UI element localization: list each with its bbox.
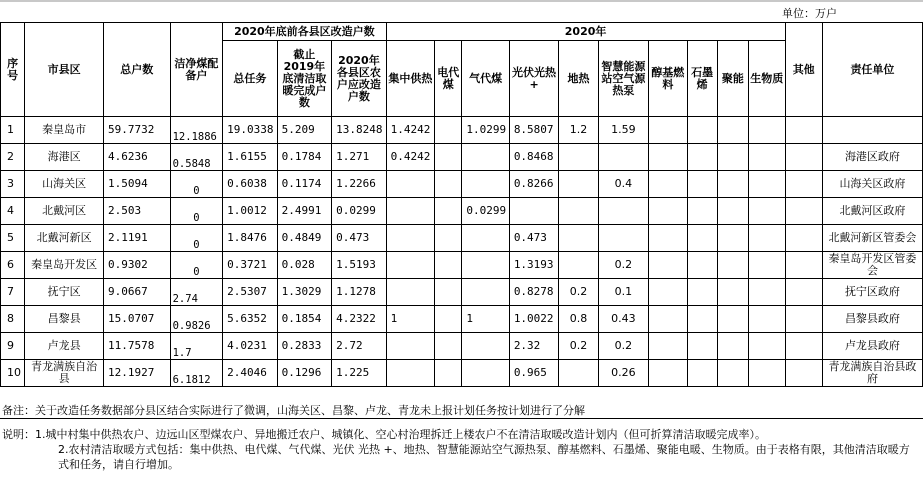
header-responsible: 责任单位 [822, 23, 922, 117]
cell-alcohol [649, 117, 687, 144]
cell-smart-air: 0.26 [598, 360, 648, 387]
cell-polymer [717, 252, 748, 279]
cell-region: 卢龙县 [25, 333, 104, 360]
cell-gas [462, 225, 509, 252]
cell-pv: 0.473 [509, 225, 558, 252]
cell-region: 抚宁区 [25, 279, 104, 306]
cell-central-heat [386, 198, 434, 225]
header-total-households: 总户数 [103, 23, 170, 117]
cell-seq: 1 [1, 117, 25, 144]
cell-graphene [687, 117, 717, 144]
cell-total-households: 2.503 [103, 198, 170, 225]
cell-seq: 9 [1, 333, 25, 360]
cell-completed-2019: 0.1784 [277, 144, 332, 171]
cell-geothermal [559, 171, 598, 198]
cell-pv: 1.3193 [509, 252, 558, 279]
cell-graphene [687, 333, 717, 360]
cell-pv [509, 198, 558, 225]
unit-label: 单位：万户 [782, 7, 837, 20]
cell-biomass [749, 333, 785, 360]
cell-region: 青龙满族自治县 [25, 360, 104, 387]
cell-central-heat [386, 279, 434, 306]
cell-clean-coal: 0.5848 [170, 144, 223, 171]
cell-electric [435, 333, 462, 360]
cell-gas: 0.0299 [462, 198, 509, 225]
cell-responsible: 卢龙县政府 [822, 333, 922, 360]
cell-smart-air [598, 198, 648, 225]
cell-central-heat: 1.4242 [386, 117, 434, 144]
cell-total-households: 9.0667 [103, 279, 170, 306]
cell-completed-2019: 0.1174 [277, 171, 332, 198]
cell-should-2020: 1.5193 [332, 252, 387, 279]
remark-note: 备注：关于改造任务数据部分县区结合实际进行了微调，山海关区、昌黎、卢龙、青龙未上报计划任务按计划进行了分解 [2, 404, 585, 417]
cell-seq: 5 [1, 225, 25, 252]
header-biomass: 生物质 [749, 41, 785, 117]
cell-electric [435, 171, 462, 198]
cell-biomass [749, 225, 785, 252]
header-seq: 序号 [1, 23, 25, 117]
cell-graphene [687, 144, 717, 171]
cell-geothermal: 0.2 [559, 333, 598, 360]
table-row [1, 171, 923, 198]
cell-gas [462, 171, 509, 198]
cell-total-households: 11.7578 [103, 333, 170, 360]
cell-clean-coal: 0 [170, 225, 223, 252]
cell-electric [435, 360, 462, 387]
cell-central-heat: 1 [386, 306, 434, 333]
cell-completed-2019: 0.028 [277, 252, 332, 279]
header-geothermal: 地热 [559, 41, 598, 117]
cell-seq: 4 [1, 198, 25, 225]
cell-other [785, 360, 822, 387]
header-region: 市县区 [25, 23, 104, 117]
header-smart-air: 智慧能源站空气源热泵 [598, 41, 648, 117]
cell-pv: 1.0022 [509, 306, 558, 333]
cell-central-heat [386, 225, 434, 252]
cell-region: 北戴河新区 [25, 225, 104, 252]
cell-electric [435, 279, 462, 306]
cell-completed-2019: 0.1854 [277, 306, 332, 333]
cell-polymer [717, 360, 748, 387]
header-should-2020: 2020年各县区农户应改造户数 [332, 41, 387, 117]
cell-region: 秦皇岛开发区 [25, 252, 104, 279]
cell-geothermal: 0.8 [559, 306, 598, 333]
cell-clean-coal: 12.1886 [170, 117, 223, 144]
cell-biomass [749, 252, 785, 279]
cell-clean-coal: 1.7 [170, 333, 223, 360]
cell-alcohol [649, 252, 687, 279]
cell-geothermal [559, 252, 598, 279]
table-row [1, 333, 923, 360]
cell-biomass [749, 360, 785, 387]
cell-pv: 0.8468 [509, 144, 558, 171]
cell-region: 秦皇岛市 [25, 117, 104, 144]
cell-total-task: 4.0231 [223, 333, 278, 360]
cell-geothermal: 0.2 [559, 279, 598, 306]
table-row [1, 279, 923, 306]
header-graphene: 石墨烯 [687, 41, 717, 117]
table-row [1, 306, 923, 333]
cell-clean-coal: 0.9826 [170, 306, 223, 333]
cell-central-heat: 0.4242 [386, 144, 434, 171]
cell-other [785, 279, 822, 306]
cell-pv: 0.8266 [509, 171, 558, 198]
cell-other [785, 198, 822, 225]
cell-polymer [717, 225, 748, 252]
explanation-block [2, 427, 920, 472]
cell-geothermal: 1.2 [559, 117, 598, 144]
cell-pv: 0.965 [509, 360, 558, 387]
cell-graphene [687, 171, 717, 198]
cell-seq: 2 [1, 144, 25, 171]
cell-total-task: 2.4046 [223, 360, 278, 387]
cell-clean-coal: 0 [170, 252, 223, 279]
cell-electric [435, 144, 462, 171]
cell-alcohol [649, 333, 687, 360]
cell-completed-2019: 5.209 [277, 117, 332, 144]
header-polymer: 聚能 [717, 41, 748, 117]
cell-smart-air: 0.2 [598, 333, 648, 360]
cell-should-2020: 0.473 [332, 225, 387, 252]
cell-total-task: 1.0012 [223, 198, 278, 225]
header-other: 其他 [785, 23, 822, 117]
cell-alcohol [649, 225, 687, 252]
cell-region: 山海关区 [25, 171, 104, 198]
header-electric: 电代煤 [435, 41, 462, 117]
cell-total-task: 5.6352 [223, 306, 278, 333]
cell-total-task: 1.6155 [223, 144, 278, 171]
cell-responsible: 青龙满族自治县政府 [822, 360, 922, 387]
cell-total-task: 0.6038 [223, 171, 278, 198]
cell-responsible [822, 117, 922, 144]
cell-electric [435, 198, 462, 225]
top-border-line [0, 0, 923, 2]
cell-seq: 10 [1, 360, 25, 387]
cell-graphene [687, 279, 717, 306]
cell-gas [462, 360, 509, 387]
cell-biomass [749, 171, 785, 198]
cell-clean-coal: 0 [170, 198, 223, 225]
header-gas: 气代煤 [462, 41, 509, 117]
cell-total-task: 1.8476 [223, 225, 278, 252]
cell-region: 北戴河区 [25, 198, 104, 225]
cell-smart-air [598, 144, 648, 171]
cell-other [785, 171, 822, 198]
cell-alcohol [649, 306, 687, 333]
cell-completed-2019: 1.3029 [277, 279, 332, 306]
cell-alcohol [649, 279, 687, 306]
cell-smart-air: 0.1 [598, 279, 648, 306]
cell-graphene [687, 360, 717, 387]
cell-gas [462, 144, 509, 171]
cell-region: 昌黎县 [25, 306, 104, 333]
header-completed-2019: 截止2019年底清洁取暖完成户数 [277, 41, 332, 117]
cell-polymer [717, 198, 748, 225]
cell-other [785, 306, 822, 333]
cell-should-2020: 1.1278 [332, 279, 387, 306]
explanation-line-1: 说明：1.城中村集中供热农户、边远山区型煤农户、异地搬迁农户、城镇化、空心村治理拆迁上楼农户不在清洁取暖改造计划内（但可折算清洁取暖完成率）。 [2, 428, 766, 441]
cell-total-households: 2.1191 [103, 225, 170, 252]
cell-alcohol [649, 171, 687, 198]
cell-polymer [717, 333, 748, 360]
cell-gas [462, 252, 509, 279]
cell-smart-air: 0.2 [598, 252, 648, 279]
cell-responsible: 北戴河区政府 [822, 198, 922, 225]
cell-should-2020: 1.225 [332, 360, 387, 387]
cell-should-2020: 2.72 [332, 333, 387, 360]
header-total-task: 总任务 [223, 41, 278, 117]
cell-total-households: 0.9302 [103, 252, 170, 279]
cell-should-2020: 1.271 [332, 144, 387, 171]
cell-should-2020: 0.0299 [332, 198, 387, 225]
cell-responsible: 海港区政府 [822, 144, 922, 171]
cell-smart-air: 0.43 [598, 306, 648, 333]
cell-other [785, 117, 822, 144]
cell-electric [435, 252, 462, 279]
cell-pv: 8.5807 [509, 117, 558, 144]
cell-responsible: 秦皇岛开发区管委会 [822, 252, 922, 279]
cell-alcohol [649, 360, 687, 387]
cell-polymer [717, 171, 748, 198]
cell-pv: 0.8278 [509, 279, 558, 306]
cell-seq: 7 [1, 279, 25, 306]
cell-gas [462, 279, 509, 306]
cell-biomass [749, 198, 785, 225]
table-row [1, 144, 923, 171]
cell-gas: 1.0299 [462, 117, 509, 144]
cell-central-heat [386, 360, 434, 387]
cell-biomass [749, 117, 785, 144]
cell-other [785, 333, 822, 360]
cell-pv: 2.32 [509, 333, 558, 360]
cell-central-heat [386, 171, 434, 198]
cell-clean-coal: 2.74 [170, 279, 223, 306]
cell-electric [435, 306, 462, 333]
cell-geothermal [559, 198, 598, 225]
cell-gas: 1 [462, 306, 509, 333]
cell-central-heat [386, 252, 434, 279]
cell-completed-2019: 0.1296 [277, 360, 332, 387]
cell-responsible: 北戴河新区管委会 [822, 225, 922, 252]
cell-geothermal [559, 360, 598, 387]
cell-total-households: 12.1927 [103, 360, 170, 387]
cell-other [785, 252, 822, 279]
cell-biomass [749, 144, 785, 171]
cell-polymer [717, 117, 748, 144]
cell-responsible: 昌黎县政府 [822, 306, 922, 333]
heating-plan-table [0, 22, 923, 387]
cell-smart-air: 1.59 [598, 117, 648, 144]
explanation-line-2: 2.农村清洁取暖方式包括：集中供热、电代煤、气代煤、光伏 光热 +、地热、智慧能源站空气源热泵、醇基燃料、石墨烯、聚能电暖、生物质。由于表格有限，其他清洁取暖方式和任务，请自行增加。 [58, 443, 910, 471]
table-row [1, 117, 923, 144]
cell-total-households: 15.0707 [103, 306, 170, 333]
table-row [1, 360, 923, 387]
cell-biomass [749, 279, 785, 306]
cell-seq: 8 [1, 306, 25, 333]
cell-clean-coal: 0 [170, 171, 223, 198]
cell-electric [435, 225, 462, 252]
cell-responsible: 山海关区政府 [822, 171, 922, 198]
cell-graphene [687, 306, 717, 333]
cell-seq: 6 [1, 252, 25, 279]
cell-completed-2019: 2.4991 [277, 198, 332, 225]
cell-seq: 3 [1, 171, 25, 198]
table-row [1, 252, 923, 279]
cell-biomass [749, 306, 785, 333]
cell-gas [462, 333, 509, 360]
cell-other [785, 144, 822, 171]
cell-total-task: 19.0338 [223, 117, 278, 144]
cell-graphene [687, 252, 717, 279]
header-group-2020-end: 2020年底前各县区改造户数 [223, 23, 387, 41]
cell-polymer [717, 306, 748, 333]
cell-completed-2019: 0.4849 [277, 225, 332, 252]
cell-should-2020: 4.2322 [332, 306, 387, 333]
cell-polymer [717, 144, 748, 171]
cell-total-task: 0.3721 [223, 252, 278, 279]
cell-clean-coal: 6.1812 [170, 360, 223, 387]
header-pv: 光伏光热+ [509, 41, 558, 117]
cell-completed-2019: 0.2833 [277, 333, 332, 360]
cell-alcohol [649, 144, 687, 171]
header-central-heat: 集中供热 [386, 41, 434, 117]
cell-central-heat [386, 333, 434, 360]
cell-other [785, 225, 822, 252]
table-row [1, 225, 923, 252]
cell-region: 海港区 [25, 144, 104, 171]
cell-smart-air: 0.4 [598, 171, 648, 198]
header-group-2020: 2020年 [386, 23, 785, 41]
cell-should-2020: 13.8248 [332, 117, 387, 144]
cell-smart-air [598, 225, 648, 252]
cell-geothermal [559, 144, 598, 171]
cell-electric [435, 117, 462, 144]
separator-line [0, 418, 923, 419]
cell-total-households: 59.7732 [103, 117, 170, 144]
cell-total-households: 1.5094 [103, 171, 170, 198]
cell-responsible: 抚宁区政府 [822, 279, 922, 306]
cell-total-task: 2.5307 [223, 279, 278, 306]
cell-alcohol [649, 198, 687, 225]
cell-polymer [717, 279, 748, 306]
header-clean-coal: 洁净煤配备户 [170, 23, 223, 117]
cell-geothermal [559, 225, 598, 252]
header-alcohol: 醇基燃料 [649, 41, 687, 117]
cell-graphene [687, 225, 717, 252]
cell-should-2020: 1.2266 [332, 171, 387, 198]
table-row [1, 198, 923, 225]
cell-graphene [687, 198, 717, 225]
cell-total-households: 4.6236 [103, 144, 170, 171]
